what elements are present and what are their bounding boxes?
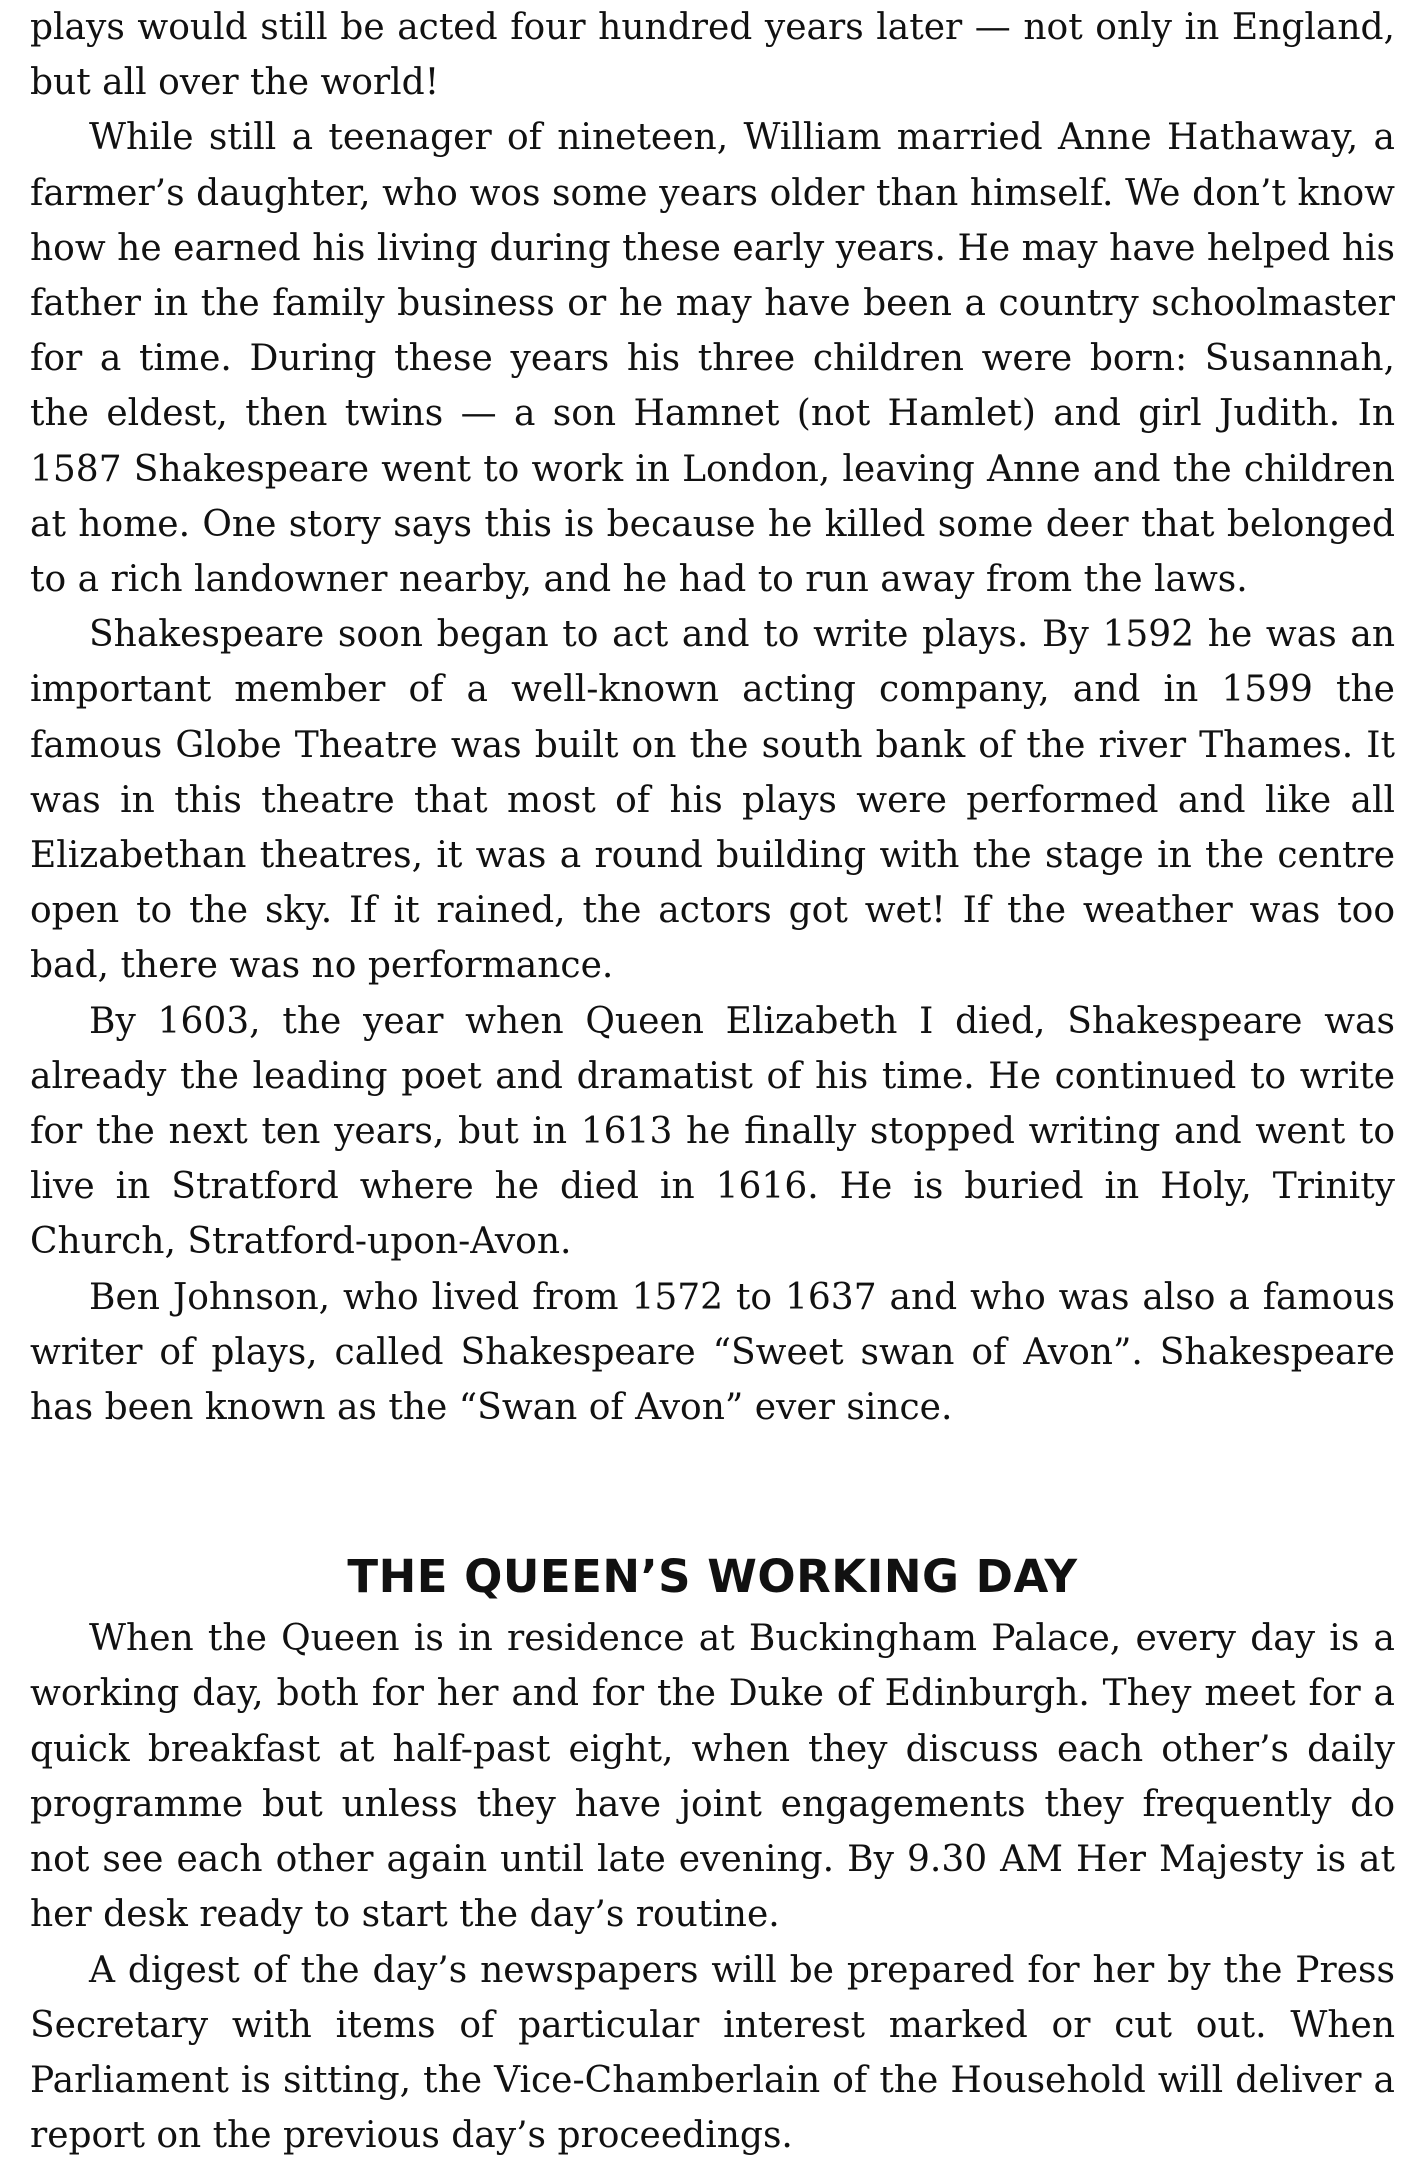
section-spacer <box>30 1435 1395 1545</box>
shakespeare-section <box>30 0 1395 1435</box>
paragraph-newspapers: A digest of the day’s newspapers will be prepared for her by the Press Secretary with items of particular interest marked or cut out. When Parliament is sitting, the Vice-Chamberlain of the Household will deliver a report on the previous day’s proceedings. <box>30 1949 1395 2157</box>
paragraph-later-life: By 1603, the year when Queen Elizabeth I died, Shakespeare was already the leading poet and dramatist of his time. He continued to write for the next ten years, but in 1613 he finally stopped writing and went to live in Stratford where he died in 1616. He is buried in Holy, Trinity Church, Stratford-upon-Avon. <box>30 1000 1395 1263</box>
section-heading: THE QUEEN’S WORKING DAY <box>347 1550 1078 1604</box>
queens-working-day-section <box>30 1545 1395 2163</box>
paragraph-globe-theatre: Shakespeare soon began to act and to write plays. By 1592 he was an important member of a well-known acting company, and in 1599 the famous Globe Theatre was built on the south bank of the river Thames. It was in this theatre that most of his plays were performed and like all Elizabethan theatres, it was a round building with the stage in the centre open to the sky. If it rained, the actors got wet! If the weather was too bad, there was no performance. <box>30 614 1395 987</box>
document-page <box>30 0 1395 2163</box>
paragraph-swan-of-avon: Ben Johnson, who lived from 1572 to 1637 and who was also a famous writer of plays, called Shakespeare “Sweet swan of Avon”. Shakespeare has been known as the “Swan of Avon” ever since. <box>30 1276 1395 1429</box>
paragraph-residence: When the Queen is in residence at Buckingham Palace, every day is a working day, both for her and for the Duke of Edinburgh. They meet for a quick breakfast at half-past eight, when they discuss each other’s daily programme but unless they have joint engagements they frequently do not see each other again until late evening. By 9.30 AM Her Majesty is at her desk ready to start the day’s routine. <box>30 1618 1395 1936</box>
paragraph-continued: plays would still be acted four hundred years later — not only in England, but all over the world! <box>30 7 1395 104</box>
paragraph-marriage: While still a teenager of nineteen, William married Anne Hathaway, a farmer’s daughter, who wos some years older than himself. We don’t know how he earned his living during these early years. He may have helped his father in the family business or he may have been a country schoolmaster for a time. During these years his three children were born: Susannah, the eldest, then twins — a son Hamnet (not Hamlet) and girl Judith. In 1587 Shakespeare went to work in London, leaving Anne and the children at home. One story says this is because he killed some deer that belonged to a rich landowner nearby, and he had to run away from the laws. <box>30 117 1395 601</box>
